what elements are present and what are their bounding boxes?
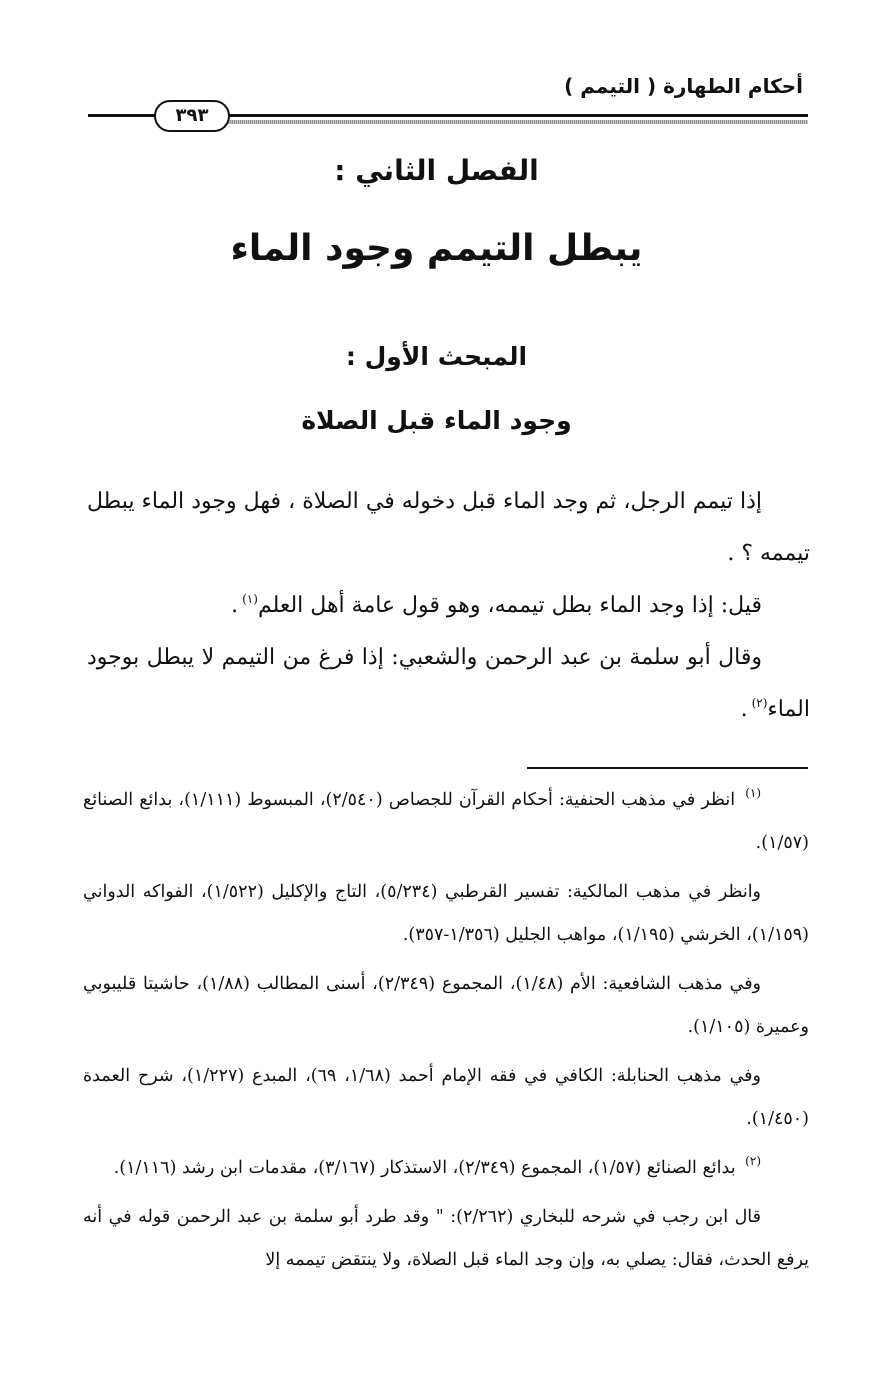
footnote-separator (527, 767, 808, 769)
running-title: أحكام الطهارة ( التيمم ) (564, 74, 803, 98)
footnote-1-hanbali: وفي مذهب الحنابلة: الكافي في فقه الإمام أحمد (١/٦٨، ٦٩)، المبدع (١/٢٢٧)، شرح العمدة (١/٤٥٠). (83, 1066, 809, 1129)
paragraph-majority-opinion (87, 580, 810, 632)
footnote-2 (83, 1147, 809, 1190)
header-rule-shade (226, 120, 808, 124)
paragraph-text: وقال أبو سلمة بن عبد الرحمن والشعبي: إذا فرغ من التيمم لا يبطل بوجود الماء (87, 645, 810, 722)
footnotes (83, 779, 809, 1288)
footnote-text: انظر في مذهب الحنفية: أحكام القرآن للجصاص (٢/٥٤٠)، المبسوط (١/١١١)، بدائع الصنائع (١/٥٧). (83, 790, 809, 853)
section-label: المبحث الأول : (345, 342, 528, 371)
chapter-title: يبطل التيمم وجود الماء (230, 228, 643, 269)
footnote-1-shafii: وفي مذهب الشافعية: الأم (١/٤٨)، المجموع (٢/٣٤٩)، أسنى المطالب (١/٨٨)، حاشيتا قليبوبي وعميرة (١/١٠٥). (83, 974, 809, 1037)
paragraph-end: . (231, 593, 239, 618)
main-text (87, 476, 810, 736)
footnote-2-quote: قال ابن رجب في شرحه للبخاري (٢/٢٦٢): " وقد طرد أبو سلمة بن عبد الرحمن قوله في أنه يرفع الحدث، فقال: يصلي به، وإن وجد الماء قبل الصلاة، ولا ينتقض تيممه إلا (83, 1207, 809, 1270)
footnote-marker-1: (١) (745, 786, 762, 800)
chapter-label: الفصل الثاني : (334, 154, 539, 187)
footnote-ref-2: (٢) (751, 696, 768, 710)
section-title: وجود الماء قبل الصلاة (301, 406, 572, 435)
paragraph-text: قيل: إذا وجد الماء بطل تيممه، وهو قول عامة أهل العلم (257, 593, 762, 618)
paragraph-minority-opinion (87, 632, 810, 736)
page-number: ٣٩٣ (154, 100, 230, 132)
footnote-marker-2: (٢) (745, 1154, 761, 1168)
footnote-1 (83, 779, 809, 865)
header-rule (88, 100, 808, 134)
footnote-ref-1: (١) (242, 592, 258, 606)
footnote-1-maliki: وانظر في مذهب المالكية: تفسير القرطبي (٥/٢٣٤)، التاج والإكليل (١/٥٢٢)، الفواكه الدواني (١/١٥٩)، الخرشي (١/١٩٥)، مواهب الجليل (١/٣٥٦-٣٥٧). (83, 882, 809, 945)
paragraph-end: . (740, 697, 748, 722)
paragraph-question: إذا تيمم الرجل، ثم وجد الماء قبل دخوله في الصلاة ، فهل وجود الماء يبطل تيممه ؟ . (87, 489, 810, 566)
footnote-text: بدائع الصنائع (١/٥٧)، المجموع (٢/٣٤٩)، الاستذكار (٣/١٦٧)، مقدمات ابن رشد (١/١١٦). (113, 1158, 736, 1178)
